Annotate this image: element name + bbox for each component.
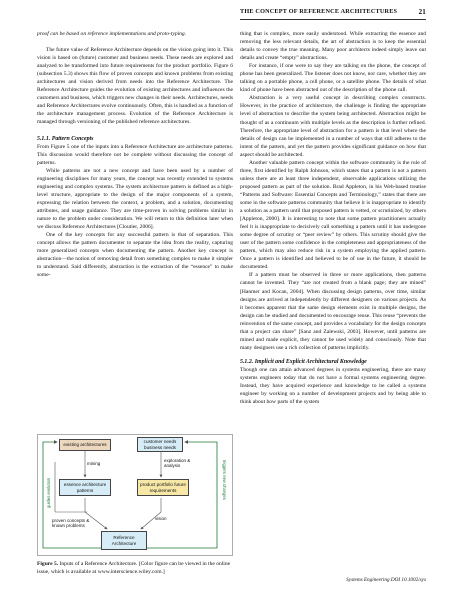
customer-needs-box: customer needs business needs <box>137 437 183 452</box>
paragraph: For instance, if one were to say they are talking on the phone, the concept of phone has been generalized. The listener does not know, nor care, whether they are talking on a portable phone, a cell phone, or a satellite phone. The details of what kind of phone have been abstracted out of the description of the phone call. <box>240 63 426 94</box>
guides-evolution-label: guides evolution <box>46 477 51 508</box>
existing-architectures-box: existing architectures <box>59 439 111 451</box>
paragraph: proof can be based on reference implementations and proto-typing. <box>37 31 187 37</box>
paragraph: If a pattern must be observed in three or more applications, then patterns cannot be invented. They “are not created from a blank page; they are mined” [Hanmer and Kocan, 2004]. When discussing design patterns, over time, similar designs are arrived at independently by different designers on various projects. As it becomes apparent that the same design elements exist in multiple designs, the design can be studied and documented to encourage reuse. This reuse “prevents the reinvention of the same concept, and provides a vocabulary for the design concepts that a project can share” [Sanz and Zalewski, 2003]. However, until patterns are mined and made explicit, they cannot be used widely and consciously. Note that many designers use a rich collection of patterns implicitly. <box>240 272 426 351</box>
triggers-changes-label: triggers new changes <box>222 460 227 500</box>
vision-label: vision <box>155 516 167 521</box>
caption-text: Inputs of a Reference Architecture. [Color figure can be viewed in the online issue, which is available at www.interscience.wiley.com.] <box>37 561 231 576</box>
paragraph: Abstraction is a very useful concept in describing complex constructs. However, in the practice of architecture, the challenge is finding the appropriate level of abstraction to describe the system being architected. Abstraction might be thought of as a continuum with multiple levels as the description is further refined. Therefore, the appropriate level of abstraction for a pattern is that level where the details of design can be implemented in a number of ways that still adheres to the intent of the pattern, and yet the pattern provides significant guidance on how that aspect should be architected. <box>240 95 426 158</box>
left-column <box>37 30 233 279</box>
paragraph: Another valuable pattern concept within the software community is the rule of three, first identified by Ralph Johnson, which states that a pattern is not a pattern unless there are at least three independent, observable applications utilizing the proposed pattern as part of the solution. Brad Appleton, in his Web-based treatise “Patterns and Software: Essential Concepts and Terminology,” states that there are some in the software patterns community that believe it is inappropriate to identify a solution as a pattern until that proposed pattern is vetted, or scrutinized, by others [Appleton, 2000]. It is interesting to note that some pattern practitioners actually feel it is inappropriate to decisively call something a pattern until it has undergone some degree of scrutiny or “peer review” by others. This scrutiny should give the user of the pattern some confidence in the completeness and appropriateness of the pattern, which may also reduce risk in a system employing the applied pattern. Once a pattern is identified and believed to be of use in the future, it should be documented. <box>240 159 426 271</box>
figure-5-diagram <box>37 434 233 556</box>
reference-architecture-box: Reference Architecture <box>101 531 147 550</box>
figure-caption <box>37 560 233 576</box>
paragraph: Though one can attain advanced degrees in systems engineering, there are many systems engineers today that do not have a formal systems engineering degree. Instead, they have acquired experience and knowledge to be called a systems engineer by working on a number of development projects and by being able to think about how parts of the system <box>240 366 426 406</box>
header-rule <box>240 19 426 20</box>
right-column <box>240 30 426 406</box>
paragraph: One of the key concepts for any successful pattern is that of separation. This concept allows the pattern documenter to separate the idea from the reality, capturing more generalized concepts when documenting the pattern. Another key concept is abstraction—the notion of removing detail from something complex to make it simpler to understand. Said differently, abstraction is the extraction of the “essence” to make some- <box>37 232 233 279</box>
section-heading: 5.1.2. Implicit and Explicit Architectural Knowledge <box>240 358 367 365</box>
paragraph: While patterns are not a new concept and have been used by a number of engineering disciplines for many years, the concept was recently extended to systems engineering and complex systems. The system architecture pattern is defined as a high-level structure, appropriate to the design of the major components of a system, expressing the relation between the context, a problem, and a solution, documenting attributes, and usage guidance. They are time-proven in solving problems similar in nature to the problem under consideration. We will return to this definition later when we discuss Reference Architectures [Cloutier, 2006]. <box>37 167 233 231</box>
product-portfolio-box: product portfolio future requirements <box>137 479 189 496</box>
page-footer: Systems Engineering DOI 10.1002/sys <box>346 577 426 583</box>
caption-label: Figure 5. <box>37 561 59 567</box>
paragraph: From Figure 5 one of the inputs into a Reference Architecture are architecture patterns. This discussion would therefore not be complete without discussing the concept of patterns. <box>37 143 233 166</box>
page-number: 21 <box>418 8 426 16</box>
paragraph: thing that is complex, more easily understood. While extracting the essence and removing the less relevant details, the art of abstraction is to keep the essential details to convey the true meaning. Many poor architects indeed simply leave out details and create “empty” abstractions. <box>240 31 426 62</box>
mining-label: mining <box>87 461 101 466</box>
section-heading: 5.1.1. Pattern Concepts <box>37 135 94 142</box>
paragraph: The future value of Reference Architecture depends on the vision going into it. This vision is based on (future) customer and business needs. These needs are explored and analyzed to be transformed into future requirements for the product portfolio. Figure 6 (subsection 5.3) shows this flow of proven concepts and known problems from existing architectures and vision derived from needs into the Reference Architecture. The Reference Architecture guides the evolution of existing architectures and influences the customers and business, which triggers new changes in their needs. Architectures, needs and Reference Architectures evolve continuously. Often, this is handled as a function of the architecture management process. Evolution of the Reference Architecture is managed through versioning of the published reference architectures. <box>37 47 233 126</box>
exploration-analysis-label: exploration & analysis <box>164 458 191 469</box>
essence-patterns-box: essence architecture patterns <box>59 479 111 496</box>
proven-concepts-label: proven concepts & known problems <box>52 518 90 529</box>
running-header-title: THE CONCEPT OF REFERENCE ARCHITECTURES <box>240 8 398 15</box>
